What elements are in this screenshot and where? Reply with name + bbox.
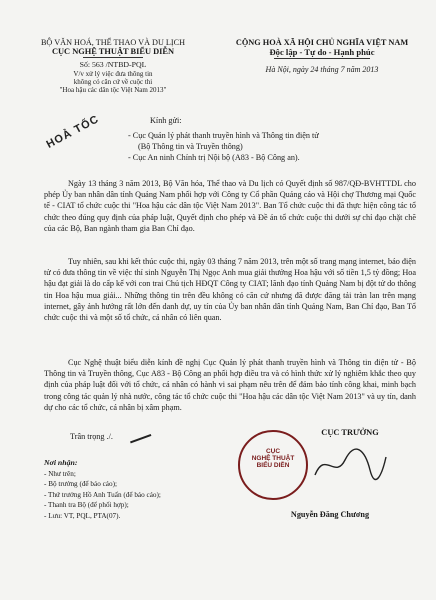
subject-line-3: "Hoa hậu các dân tộc Việt Nam 2013" [59,86,167,94]
recipient-1-note: (Bộ Thông tin và Truyền thông) [138,142,243,151]
initial-mark [127,425,152,444]
recipients-item: - Như trên; [44,469,76,478]
department-name: CỤC NGHỆ THUẬT BIỂU DIỄN [51,47,175,56]
signature-scrawl [310,445,390,485]
header-left [18,38,208,94]
salutation: Kính gửi: [150,116,182,125]
subject-line-1: V/v xử lý việc đưa thông tin [73,70,153,78]
national-motto: Độc lập - Tự do - Hạnh phúc [269,47,375,57]
subject-line-2: không có căn cứ về cuộc thi [73,78,153,86]
recipients-title: Nơi nhận: [44,458,78,467]
recipients-item: - Lưu: VT, PQL, PTA(07). [44,511,121,520]
recipients-item: - Thứ trưởng Hồ Anh Tuấn (để báo cáo); [44,490,161,499]
signatory-name: Nguyễn Đăng Chương [290,510,370,519]
recipients-block [44,458,234,521]
header-right [212,38,432,74]
closing: Trân trọng ./. [70,432,113,441]
signatory-title: CỤC TRƯỞNG [321,428,379,437]
seal-line-2: NGHỆ THUẬT [251,455,295,462]
header-left-rule [83,57,143,58]
recipient-2: - Cục An ninh Chính trị Nội bộ (A83 - Bộ Công an). [128,153,300,162]
urgent-mark: HOẢ TỐC [44,113,102,151]
recipients-item: - Bộ trưởng (để báo cáo); [44,480,117,488]
ministry-name: BỘ VĂN HOÁ, THỂ THAO VÀ DU LỊCH [40,38,186,47]
recipient-1: - Cục Quản lý phát thanh truyền hình và Thông tin điện tử [128,131,319,140]
motto-rule [274,58,370,59]
document-number: Số: 563 /NTBD-PQL [79,60,147,69]
seal-line-3: BIỂU DIỄN [256,462,290,469]
country-name: CỘNG HOÀ XÃ HỘI CHỦ NGHĨA VIỆT NAM [235,38,409,47]
paragraph-1: Ngày 13 tháng 3 năm 2013, Bộ Văn hóa, Thể thao và Du lịch có Quyết định số 987/QĐ-BVHTTDL cho phép Ủy ban nhân dân tỉnh Quảng Nam phối hợp với Công ty Cổ phần Quảng cáo và Hội chợ Thương mại Quốc tế - CIAT tổ chức cuộc thi "Hoa hậu các dân tộc Việt Nam 2013". Ban Tổ chức cuộc thi đã thực hiện công tác tổ chức theo đúng quy định của pháp luật, Quyết định cho phép và Đề án tổ chức cuộc thi dưới sự chỉ đạo chặt chẽ của các Bộ, Ban ngành tham gia Ban Chỉ đạo. [44,179,416,233]
seal-line-1: CỤC [265,448,281,455]
document-date: Hà Nội, ngày 24 tháng 7 năm 2013 [265,65,379,74]
paragraph-3: Cục Nghệ thuật biểu diễn kính đề nghị Cục Quản lý phát thanh truyền hình và Thông tin điện tử - Bộ Thông tin và Truyền thông, Cục A83 - Bộ Công an phối hợp điều tra và có hình thức xử lý nghiêm khắc theo quy định của pháp luật đối với tổ chức, cá nhân có hành vi sai phạm nêu trên để đảm bảo tính công khai, minh bạch trong công tác quản lý nhà nước, công tác tổ chức cuộc thi "Hoa hậu các dân tộc Việt Nam 2013" và uy tín, danh dự cho các tổ chức, cá nhân bị xâm phạm. [44,358,416,412]
recipients-item: - Thanh tra Bộ (để phối hợp); [44,501,129,509]
paragraph-2: Tuy nhiên, sau khi kết thúc cuộc thi, ngày 03 tháng 7 năm 2013, trên một số trang mạng internet, báo điện tử có đưa thông tin về việc thí sinh Nguyễn Thị Ngọc Anh mua giải thưởng Hoa hậu với số tiền 1,5 tỷ đồng; Hoa hậu đạt giải là do cấp kế với con trai Chủ tịch HĐQT Công ty CIAT; lãnh đạo tỉnh Quảng Nam bị đột tử do thông tin Hoa hậu mua giải... Những thông tin trên đều không có căn cứ nhưng đã được đăng tải tràn lan trên mạng internet, gây ảnh hưởng rất lớn đến danh dự, uy tín của Ủy ban nhân dân tỉnh Quảng Nam, Ban Chỉ đạo, Ban Tổ chức cuộc thi và một số tổ chức, cá nhân có liên quan. [44,257,416,323]
official-seal [238,430,308,500]
recipient-list [128,130,428,163]
